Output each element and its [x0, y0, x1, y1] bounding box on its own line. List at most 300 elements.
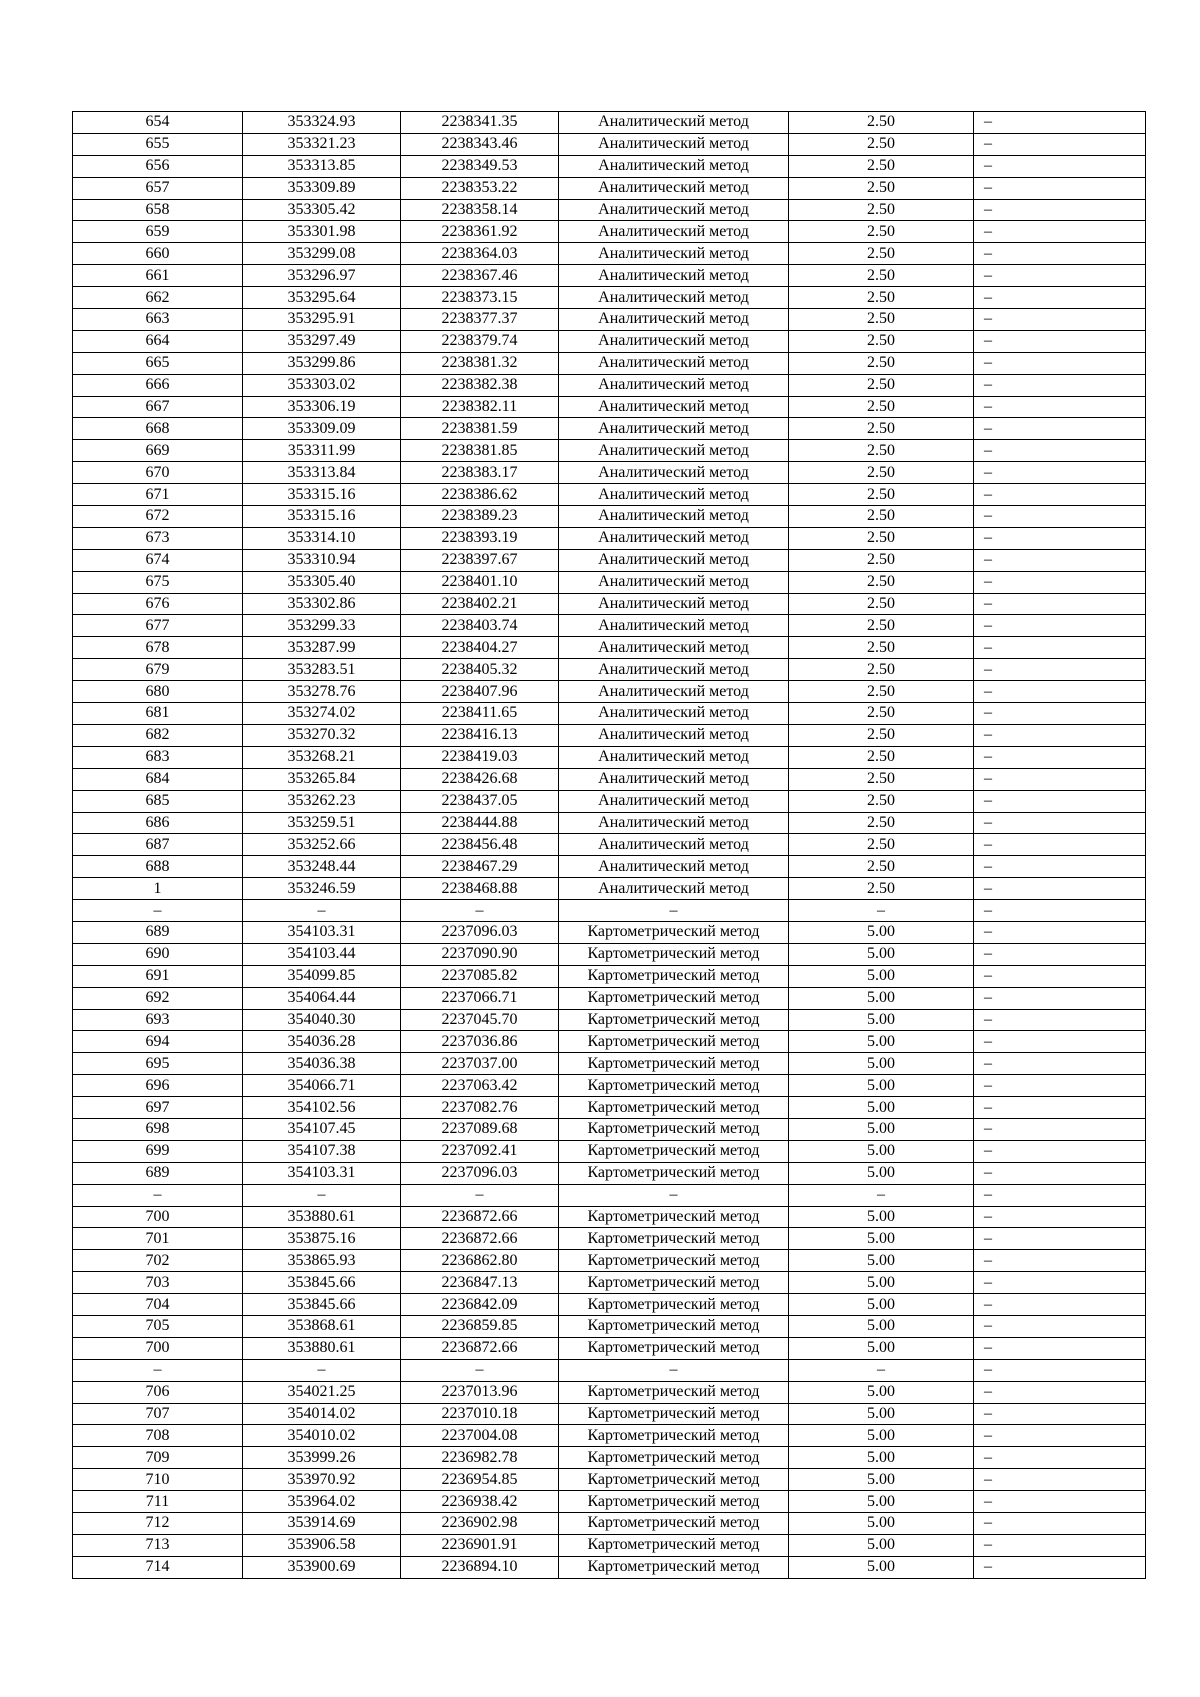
- method-cell: Аналитический метод: [559, 637, 789, 659]
- table-row: [73, 418, 1146, 440]
- table-row: [73, 309, 1146, 331]
- method-cell: Картометрический метод: [559, 965, 789, 987]
- point-number-cell: 655: [73, 133, 243, 155]
- point-number-cell: 677: [73, 615, 243, 637]
- method-cell: Картометрический метод: [559, 1053, 789, 1075]
- table-row: [73, 1315, 1146, 1337]
- table-row: [73, 527, 1146, 549]
- table-row: [73, 506, 1146, 528]
- point-number-cell: 698: [73, 1118, 243, 1140]
- point-number-cell: –: [73, 900, 243, 922]
- table-row: [73, 243, 1146, 265]
- note-cell: –: [974, 834, 1146, 856]
- accuracy-cell: 2.50: [789, 549, 974, 571]
- accuracy-cell: 2.50: [789, 812, 974, 834]
- method-cell: Аналитический метод: [559, 790, 789, 812]
- x-coordinate-cell: –: [243, 900, 401, 922]
- accuracy-cell: 5.00: [789, 943, 974, 965]
- point-number-cell: 656: [73, 155, 243, 177]
- y-coordinate-cell: 2238343.46: [401, 133, 559, 155]
- y-coordinate-cell: 2236859.85: [401, 1315, 559, 1337]
- x-coordinate-cell: 353305.42: [243, 199, 401, 221]
- x-coordinate-cell: 354099.85: [243, 965, 401, 987]
- x-coordinate-cell: 353246.59: [243, 878, 401, 900]
- x-coordinate-cell: 353315.16: [243, 484, 401, 506]
- x-coordinate-cell: 353265.84: [243, 768, 401, 790]
- method-cell: Аналитический метод: [559, 856, 789, 878]
- point-number-cell: 694: [73, 1031, 243, 1053]
- method-cell: Картометрический метод: [559, 921, 789, 943]
- method-cell: Аналитический метод: [559, 768, 789, 790]
- note-cell: –: [974, 987, 1146, 1009]
- method-cell: Аналитический метод: [559, 681, 789, 703]
- table-row: [73, 1534, 1146, 1556]
- table-row: [73, 1009, 1146, 1031]
- y-coordinate-cell: 2238393.19: [401, 527, 559, 549]
- method-cell: Аналитический метод: [559, 352, 789, 374]
- accuracy-cell: 5.00: [789, 1513, 974, 1535]
- accuracy-cell: 2.50: [789, 878, 974, 900]
- y-coordinate-cell: 2237004.08: [401, 1425, 559, 1447]
- accuracy-cell: 2.50: [789, 243, 974, 265]
- point-number-cell: 666: [73, 374, 243, 396]
- y-coordinate-cell: 2237092.41: [401, 1140, 559, 1162]
- y-coordinate-cell: 2238367.46: [401, 265, 559, 287]
- note-cell: –: [974, 746, 1146, 768]
- point-number-cell: 660: [73, 243, 243, 265]
- accuracy-cell: 5.00: [789, 1294, 974, 1316]
- table-row: [73, 1294, 1146, 1316]
- table-row: [73, 177, 1146, 199]
- point-number-cell: 682: [73, 724, 243, 746]
- method-cell: Картометрический метод: [559, 1009, 789, 1031]
- accuracy-cell: 2.50: [789, 330, 974, 352]
- table-row: [73, 790, 1146, 812]
- table-row: [73, 1118, 1146, 1140]
- method-cell: Аналитический метод: [559, 243, 789, 265]
- accuracy-cell: 2.50: [789, 615, 974, 637]
- x-coordinate-cell: 353875.16: [243, 1228, 401, 1250]
- method-cell: Картометрический метод: [559, 1534, 789, 1556]
- x-coordinate-cell: 353880.61: [243, 1206, 401, 1228]
- x-coordinate-cell: 353900.69: [243, 1556, 401, 1578]
- point-number-cell: 674: [73, 549, 243, 571]
- method-cell: Аналитический метод: [559, 112, 789, 134]
- accuracy-cell: 5.00: [789, 965, 974, 987]
- point-number-cell: 696: [73, 1075, 243, 1097]
- accuracy-cell: –: [789, 1359, 974, 1381]
- method-cell: –: [559, 1184, 789, 1206]
- accuracy-cell: 5.00: [789, 1337, 974, 1359]
- note-cell: –: [974, 155, 1146, 177]
- method-cell: Картометрический метод: [559, 1294, 789, 1316]
- table-row: [73, 1381, 1146, 1403]
- x-coordinate-cell: 353299.86: [243, 352, 401, 374]
- y-coordinate-cell: 2236894.10: [401, 1556, 559, 1578]
- table-row: [73, 637, 1146, 659]
- method-cell: Картометрический метод: [559, 1469, 789, 1491]
- accuracy-cell: 5.00: [789, 1469, 974, 1491]
- x-coordinate-cell: 353880.61: [243, 1337, 401, 1359]
- point-number-cell: 712: [73, 1513, 243, 1535]
- method-cell: Аналитический метод: [559, 374, 789, 396]
- point-number-cell: 678: [73, 637, 243, 659]
- accuracy-cell: 2.50: [789, 637, 974, 659]
- y-coordinate-cell: 2238364.03: [401, 243, 559, 265]
- y-coordinate-cell: 2236842.09: [401, 1294, 559, 1316]
- method-cell: Картометрический метод: [559, 1381, 789, 1403]
- x-coordinate-cell: 354014.02: [243, 1403, 401, 1425]
- y-coordinate-cell: 2238382.11: [401, 396, 559, 418]
- table-row: [73, 943, 1146, 965]
- accuracy-cell: 2.50: [789, 768, 974, 790]
- table-row: [73, 659, 1146, 681]
- x-coordinate-cell: 353274.02: [243, 703, 401, 725]
- note-cell: –: [974, 681, 1146, 703]
- note-cell: –: [974, 965, 1146, 987]
- note-cell: –: [974, 265, 1146, 287]
- note-cell: –: [974, 330, 1146, 352]
- note-cell: –: [974, 1491, 1146, 1513]
- table-row: [73, 1556, 1146, 1578]
- note-cell: –: [974, 549, 1146, 571]
- accuracy-cell: 2.50: [789, 790, 974, 812]
- accuracy-cell: 2.50: [789, 571, 974, 593]
- accuracy-cell: 2.50: [789, 265, 974, 287]
- note-cell: –: [974, 484, 1146, 506]
- table-row: [73, 133, 1146, 155]
- table-row: [73, 1469, 1146, 1491]
- x-coordinate-cell: 354066.71: [243, 1075, 401, 1097]
- method-cell: Картометрический метод: [559, 1337, 789, 1359]
- table-row: [73, 834, 1146, 856]
- method-cell: –: [559, 900, 789, 922]
- x-coordinate-cell: 353964.02: [243, 1491, 401, 1513]
- x-coordinate-cell: 353287.99: [243, 637, 401, 659]
- x-coordinate-cell: 353301.98: [243, 221, 401, 243]
- accuracy-cell: 2.50: [789, 506, 974, 528]
- point-number-cell: 687: [73, 834, 243, 856]
- point-number-cell: 693: [73, 1009, 243, 1031]
- note-cell: –: [974, 724, 1146, 746]
- y-coordinate-cell: 2236872.66: [401, 1228, 559, 1250]
- point-number-cell: 691: [73, 965, 243, 987]
- x-coordinate-cell: 353306.19: [243, 396, 401, 418]
- note-cell: –: [974, 1075, 1146, 1097]
- x-coordinate-cell: 353906.58: [243, 1534, 401, 1556]
- accuracy-cell: 5.00: [789, 1228, 974, 1250]
- note-cell: –: [974, 199, 1146, 221]
- y-coordinate-cell: 2238377.37: [401, 309, 559, 331]
- note-cell: –: [974, 768, 1146, 790]
- accuracy-cell: 2.50: [789, 155, 974, 177]
- x-coordinate-cell: 353311.99: [243, 440, 401, 462]
- point-number-cell: 700: [73, 1337, 243, 1359]
- point-number-cell: 689: [73, 1162, 243, 1184]
- x-coordinate-cell: 353845.66: [243, 1294, 401, 1316]
- table-row: [73, 1031, 1146, 1053]
- note-cell: –: [974, 790, 1146, 812]
- method-cell: Картометрический метод: [559, 1250, 789, 1272]
- method-cell: Картометрический метод: [559, 987, 789, 1009]
- y-coordinate-cell: 2238402.21: [401, 593, 559, 615]
- accuracy-cell: 2.50: [789, 374, 974, 396]
- x-coordinate-cell: 353309.09: [243, 418, 401, 440]
- y-coordinate-cell: 2237082.76: [401, 1097, 559, 1119]
- method-cell: Аналитический метод: [559, 133, 789, 155]
- y-coordinate-cell: 2236847.13: [401, 1272, 559, 1294]
- y-coordinate-cell: 2238358.14: [401, 199, 559, 221]
- accuracy-cell: 2.50: [789, 352, 974, 374]
- note-cell: –: [974, 1337, 1146, 1359]
- x-coordinate-cell: 353999.26: [243, 1447, 401, 1469]
- x-coordinate-cell: 353865.93: [243, 1250, 401, 1272]
- y-coordinate-cell: 2238456.48: [401, 834, 559, 856]
- x-coordinate-cell: 353310.94: [243, 549, 401, 571]
- point-number-cell: –: [73, 1184, 243, 1206]
- note-cell: –: [974, 1513, 1146, 1535]
- table-row: [73, 549, 1146, 571]
- accuracy-cell: 5.00: [789, 1162, 974, 1184]
- note-cell: –: [974, 1272, 1146, 1294]
- accuracy-cell: 2.50: [789, 593, 974, 615]
- y-coordinate-cell: 2237036.86: [401, 1031, 559, 1053]
- method-cell: Картометрический метод: [559, 1206, 789, 1228]
- accuracy-cell: 5.00: [789, 1031, 974, 1053]
- method-cell: Аналитический метод: [559, 593, 789, 615]
- y-coordinate-cell: 2238361.92: [401, 221, 559, 243]
- point-number-cell: 702: [73, 1250, 243, 1272]
- note-cell: –: [974, 1403, 1146, 1425]
- note-cell: –: [974, 352, 1146, 374]
- x-coordinate-cell: 353303.02: [243, 374, 401, 396]
- method-cell: Аналитический метод: [559, 330, 789, 352]
- point-number-cell: 704: [73, 1294, 243, 1316]
- note-cell: –: [974, 571, 1146, 593]
- method-cell: Аналитический метод: [559, 155, 789, 177]
- x-coordinate-cell: –: [243, 1359, 401, 1381]
- accuracy-cell: 2.50: [789, 396, 974, 418]
- table-row: [73, 440, 1146, 462]
- point-number-cell: 707: [73, 1403, 243, 1425]
- note-cell: –: [974, 1556, 1146, 1578]
- y-coordinate-cell: 2238353.22: [401, 177, 559, 199]
- y-coordinate-cell: 2237010.18: [401, 1403, 559, 1425]
- accuracy-cell: 5.00: [789, 1491, 974, 1513]
- accuracy-cell: 5.00: [789, 1425, 974, 1447]
- note-cell: –: [974, 703, 1146, 725]
- method-cell: Аналитический метод: [559, 418, 789, 440]
- accuracy-cell: 2.50: [789, 418, 974, 440]
- method-cell: Картометрический метод: [559, 1031, 789, 1053]
- table-row: [73, 199, 1146, 221]
- y-coordinate-cell: 2236982.78: [401, 1447, 559, 1469]
- accuracy-cell: 5.00: [789, 1118, 974, 1140]
- point-number-cell: 664: [73, 330, 243, 352]
- table-row: [73, 812, 1146, 834]
- x-coordinate-cell: 353299.08: [243, 243, 401, 265]
- x-coordinate-cell: 354102.56: [243, 1097, 401, 1119]
- y-coordinate-cell: 2238444.88: [401, 812, 559, 834]
- note-cell: –: [974, 133, 1146, 155]
- point-number-cell: 670: [73, 462, 243, 484]
- y-coordinate-cell: 2238468.88: [401, 878, 559, 900]
- point-number-cell: 705: [73, 1315, 243, 1337]
- y-coordinate-cell: 2238467.29: [401, 856, 559, 878]
- y-coordinate-cell: 2238349.53: [401, 155, 559, 177]
- note-cell: –: [974, 177, 1146, 199]
- x-coordinate-cell: 353970.92: [243, 1469, 401, 1491]
- point-number-cell: 654: [73, 112, 243, 134]
- y-coordinate-cell: 2236872.66: [401, 1206, 559, 1228]
- method-cell: Картометрический метод: [559, 1272, 789, 1294]
- y-coordinate-cell: –: [401, 900, 559, 922]
- point-number-cell: 711: [73, 1491, 243, 1513]
- note-cell: –: [974, 506, 1146, 528]
- note-cell: –: [974, 1250, 1146, 1272]
- table-row: [73, 921, 1146, 943]
- point-number-cell: –: [73, 1359, 243, 1381]
- accuracy-cell: 2.50: [789, 703, 974, 725]
- y-coordinate-cell: 2238403.74: [401, 615, 559, 637]
- accuracy-cell: 2.50: [789, 527, 974, 549]
- point-number-cell: 681: [73, 703, 243, 725]
- point-number-cell: 690: [73, 943, 243, 965]
- point-number-cell: 663: [73, 309, 243, 331]
- x-coordinate-cell: 354064.44: [243, 987, 401, 1009]
- table-row: [73, 1228, 1146, 1250]
- accuracy-cell: 5.00: [789, 1097, 974, 1119]
- method-cell: Аналитический метод: [559, 878, 789, 900]
- accuracy-cell: 2.50: [789, 462, 974, 484]
- method-cell: Аналитический метод: [559, 484, 789, 506]
- point-number-cell: 680: [73, 681, 243, 703]
- table-row: [73, 681, 1146, 703]
- accuracy-cell: 2.50: [789, 440, 974, 462]
- point-number-cell: 708: [73, 1425, 243, 1447]
- table-row: [73, 856, 1146, 878]
- accuracy-cell: 2.50: [789, 309, 974, 331]
- method-cell: Аналитический метод: [559, 462, 789, 484]
- y-coordinate-cell: 2238404.27: [401, 637, 559, 659]
- point-number-cell: 661: [73, 265, 243, 287]
- method-cell: Картометрический метод: [559, 1403, 789, 1425]
- x-coordinate-cell: 353309.89: [243, 177, 401, 199]
- table-row: [73, 112, 1146, 134]
- note-cell: –: [974, 1206, 1146, 1228]
- note-cell: –: [974, 1534, 1146, 1556]
- y-coordinate-cell: 2238382.38: [401, 374, 559, 396]
- accuracy-cell: –: [789, 1184, 974, 1206]
- point-number-cell: 658: [73, 199, 243, 221]
- y-coordinate-cell: 2238381.85: [401, 440, 559, 462]
- point-number-cell: 676: [73, 593, 243, 615]
- x-coordinate-cell: 353283.51: [243, 659, 401, 681]
- table-row: [73, 1250, 1146, 1272]
- x-coordinate-cell: 353295.91: [243, 309, 401, 331]
- y-coordinate-cell: 2238383.17: [401, 462, 559, 484]
- y-coordinate-cell: 2237037.00: [401, 1053, 559, 1075]
- point-number-cell: 688: [73, 856, 243, 878]
- note-cell: –: [974, 659, 1146, 681]
- y-coordinate-cell: 2237066.71: [401, 987, 559, 1009]
- method-cell: Картометрический метод: [559, 1491, 789, 1513]
- accuracy-cell: 5.00: [789, 1534, 974, 1556]
- y-coordinate-cell: 2238411.65: [401, 703, 559, 725]
- table-row: [73, 571, 1146, 593]
- point-number-cell: 689: [73, 921, 243, 943]
- accuracy-cell: 2.50: [789, 856, 974, 878]
- x-coordinate-cell: 353299.33: [243, 615, 401, 637]
- table-row: [73, 1075, 1146, 1097]
- table-row: [73, 352, 1146, 374]
- table-row: [73, 287, 1146, 309]
- accuracy-cell: 5.00: [789, 1556, 974, 1578]
- method-cell: Аналитический метод: [559, 527, 789, 549]
- table-row: [73, 768, 1146, 790]
- point-number-cell: 697: [73, 1097, 243, 1119]
- table-row: [73, 724, 1146, 746]
- point-number-cell: 710: [73, 1469, 243, 1491]
- y-coordinate-cell: 2237045.70: [401, 1009, 559, 1031]
- note-cell: –: [974, 1118, 1146, 1140]
- note-cell: –: [974, 1140, 1146, 1162]
- x-coordinate-cell: 353295.64: [243, 287, 401, 309]
- note-cell: –: [974, 1009, 1146, 1031]
- note-cell: –: [974, 1381, 1146, 1403]
- accuracy-cell: 5.00: [789, 1053, 974, 1075]
- y-coordinate-cell: 2236901.91: [401, 1534, 559, 1556]
- point-number-cell: 667: [73, 396, 243, 418]
- note-cell: –: [974, 900, 1146, 922]
- table-row: [73, 1272, 1146, 1294]
- method-cell: Картометрический метод: [559, 1118, 789, 1140]
- coordinates-table: [72, 111, 1146, 1579]
- accuracy-cell: 2.50: [789, 133, 974, 155]
- y-coordinate-cell: 2237096.03: [401, 921, 559, 943]
- note-cell: –: [974, 527, 1146, 549]
- y-coordinate-cell: 2236902.98: [401, 1513, 559, 1535]
- table-row: [73, 615, 1146, 637]
- y-coordinate-cell: –: [401, 1359, 559, 1381]
- y-coordinate-cell: 2237090.90: [401, 943, 559, 965]
- note-cell: –: [974, 309, 1146, 331]
- point-number-cell: 683: [73, 746, 243, 768]
- accuracy-cell: –: [789, 900, 974, 922]
- note-cell: –: [974, 1447, 1146, 1469]
- y-coordinate-cell: –: [401, 1184, 559, 1206]
- method-cell: Аналитический метод: [559, 396, 789, 418]
- method-cell: Картометрический метод: [559, 1556, 789, 1578]
- method-cell: Картометрический метод: [559, 1140, 789, 1162]
- note-cell: –: [974, 1315, 1146, 1337]
- note-cell: –: [974, 221, 1146, 243]
- x-coordinate-cell: 354021.25: [243, 1381, 401, 1403]
- x-coordinate-cell: 353305.40: [243, 571, 401, 593]
- x-coordinate-cell: 353845.66: [243, 1272, 401, 1294]
- y-coordinate-cell: 2237096.03: [401, 1162, 559, 1184]
- table-row: [73, 900, 1146, 922]
- method-cell: Картометрический метод: [559, 1162, 789, 1184]
- x-coordinate-cell: –: [243, 1184, 401, 1206]
- table-row: [73, 878, 1146, 900]
- x-coordinate-cell: 353313.85: [243, 155, 401, 177]
- point-number-cell: 662: [73, 287, 243, 309]
- method-cell: Картометрический метод: [559, 943, 789, 965]
- method-cell: Картометрический метод: [559, 1425, 789, 1447]
- x-coordinate-cell: 353314.10: [243, 527, 401, 549]
- accuracy-cell: 5.00: [789, 1272, 974, 1294]
